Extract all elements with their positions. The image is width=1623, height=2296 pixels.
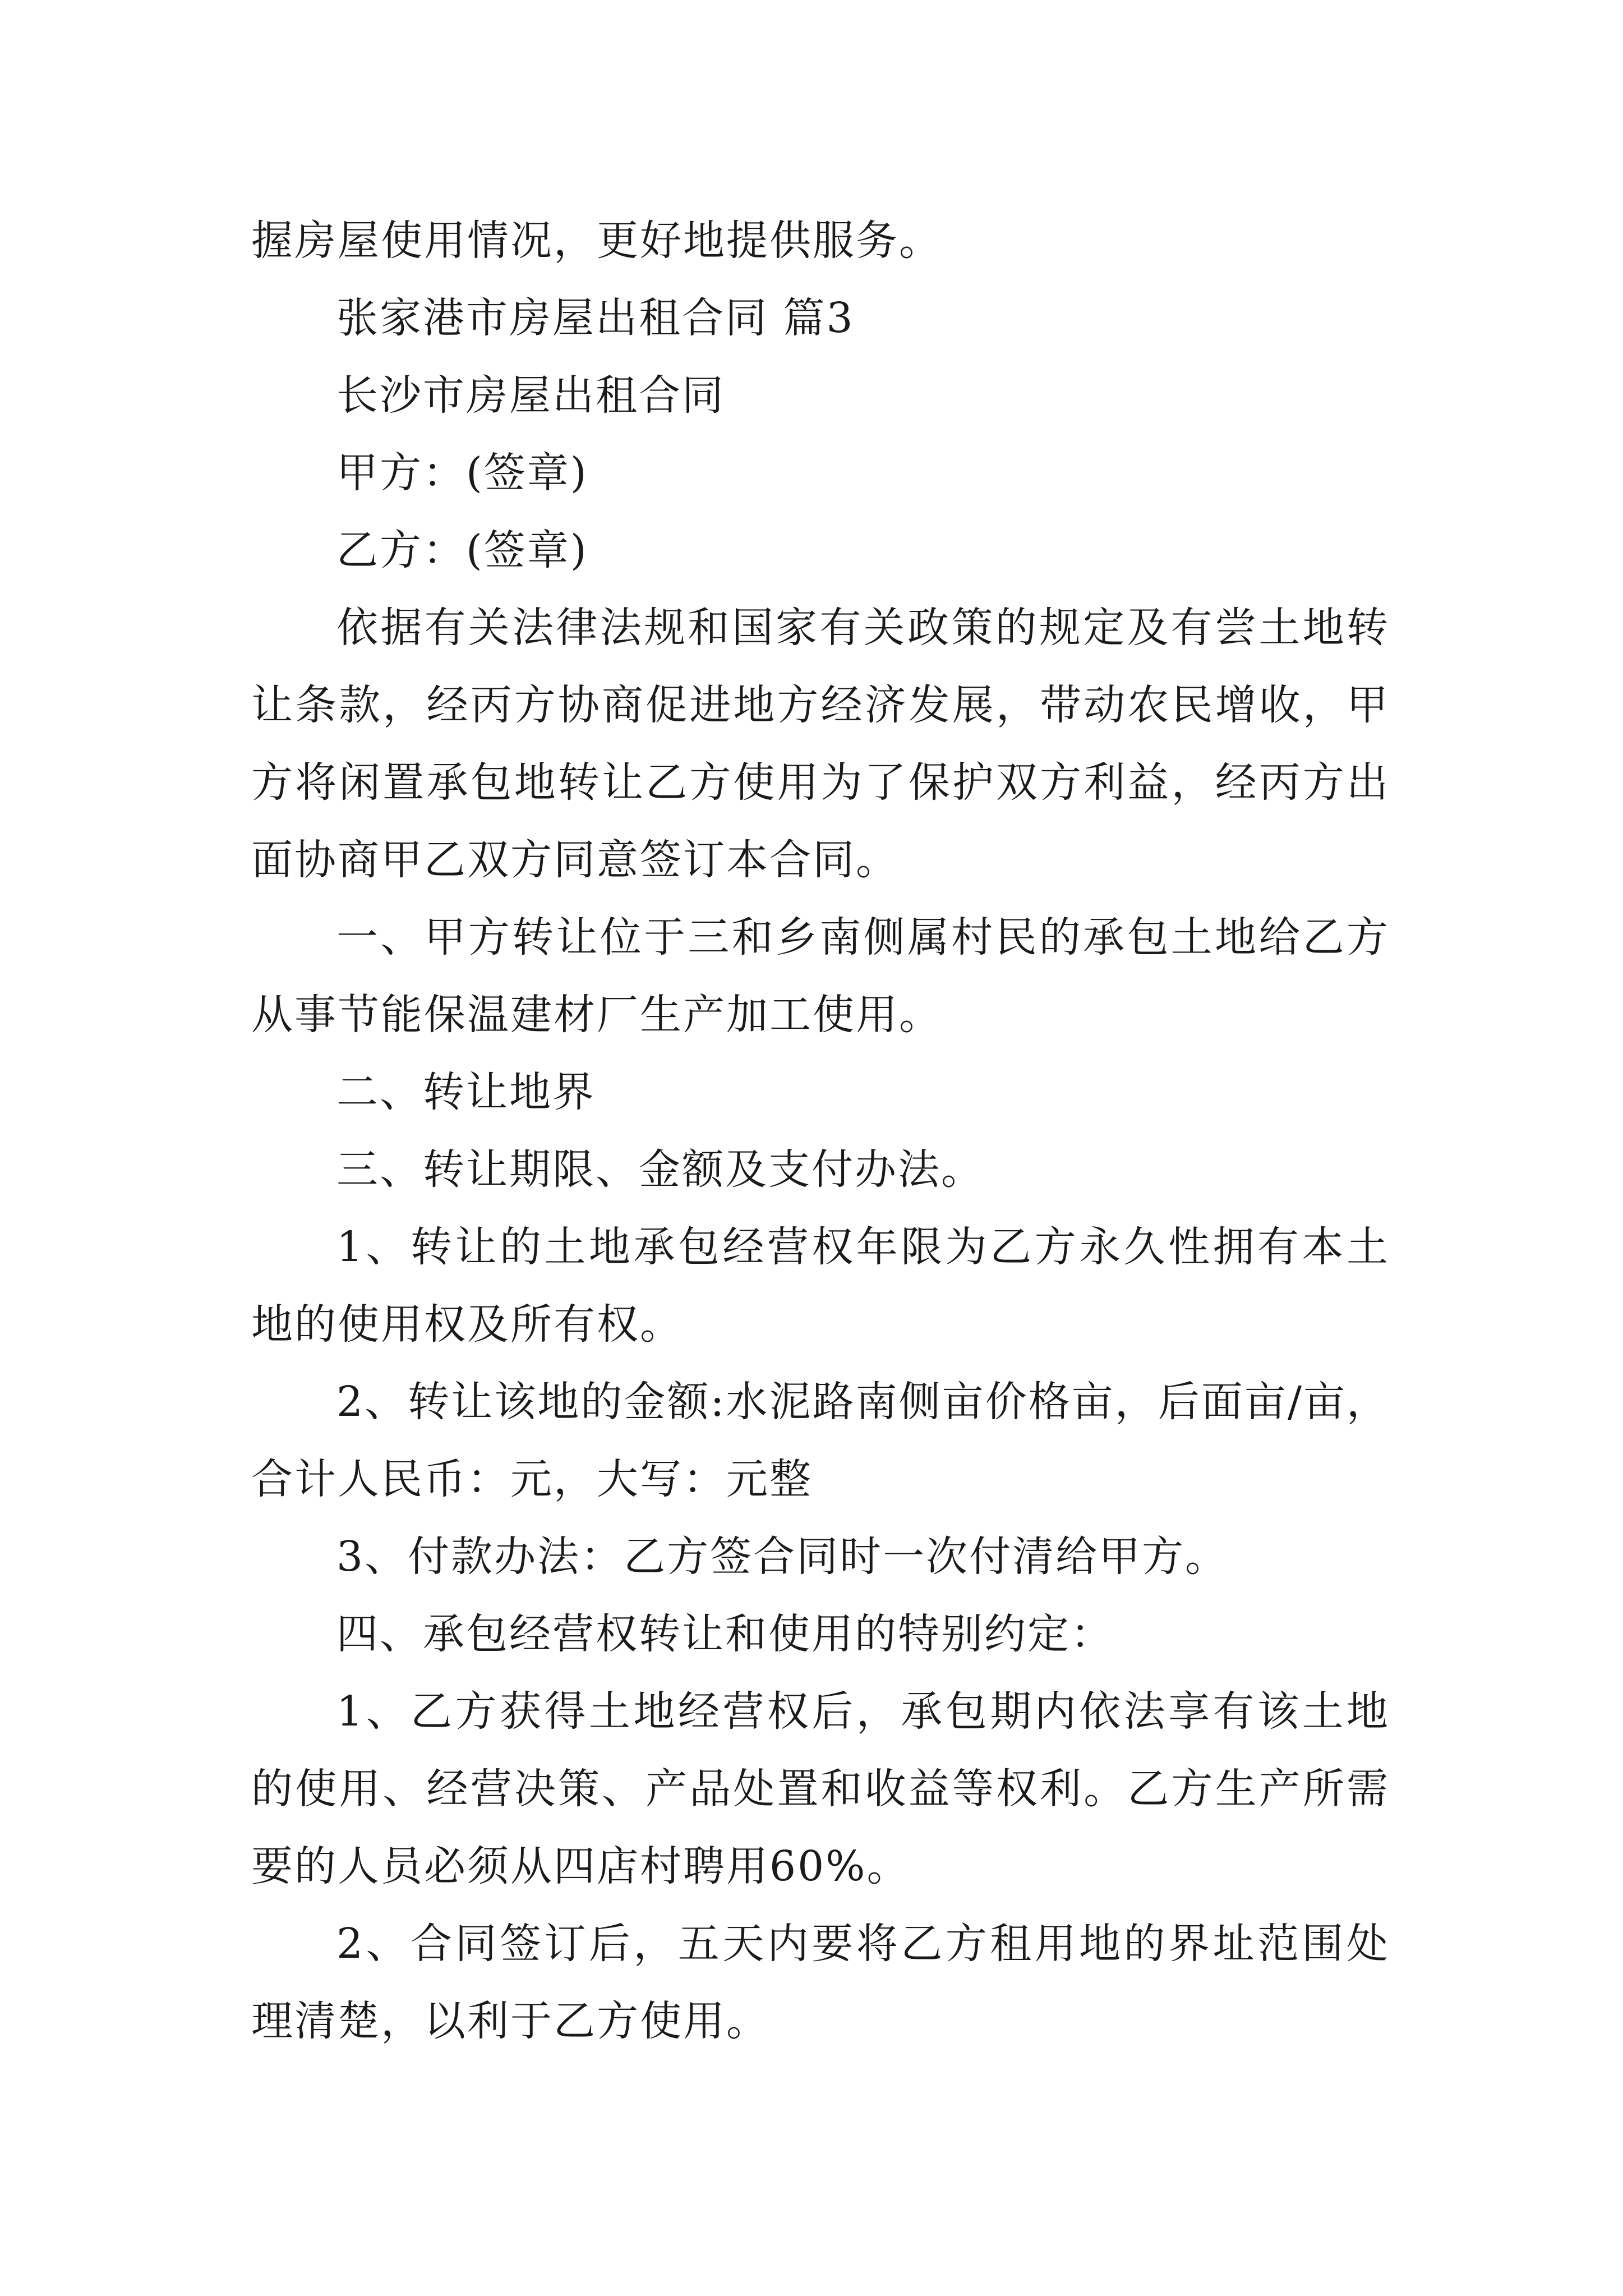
party-b-line: 乙方：(签章) [336,526,588,574]
preamble-paragraph: 依据有关法律法规和国家有关政策的规定及有尝土地转让条款，经丙方协商促进地方经济发展，带动农民增收，甲方将闲置承包地转让乙方使用为了保护双方利益，经丙方出面协商甲乙双方同意签订本合同。 [251,604,1390,884]
document-body [251,202,1390,2060]
clause-1: 一、甲方转让位于三和乡南侧属村民的承包土地给乙方从事节能保温建材厂生产加工使用。 [251,913,1390,1039]
clause-2: 二、转让地界 [336,1068,596,1116]
clause-3-item-3: 3、付款办法：乙方签合同时一次付清给甲方。 [336,1533,1229,1581]
section-heading: 张家港市房屋出租合同 篇3 [336,294,855,342]
clause-3-item-2: 2、转让该地的金额:水泥路南侧亩价格亩，后面亩/亩，合计人民币：元，大写：元整 [251,1378,1390,1503]
clause-3: 三、转让期限、金额及支付办法。 [336,1145,984,1194]
clause-3-item-1: 1、转让的土地承包经营权年限为乙方永久性拥有本土地的使用权及所有权。 [251,1223,1390,1349]
party-a-line: 甲方：(签章) [336,449,588,497]
clause-4: 四、承包经营权转让和使用的特别约定： [336,1610,1114,1658]
contract-title: 长沙市房屋出租合同 [336,371,725,420]
paragraph-continuation: 握房屋使用情况，更好地提供服务。 [251,217,942,265]
clause-4-item-1: 1、乙方获得土地经营权后，承包期内依法享有该土地的使用、经营决策、产品处置和收益等权利。乙方生产所需要的人员必须从四店村聘用60%。 [251,1687,1390,1890]
clause-4-item-2: 2、合同签订后，五天内要将乙方租用地的界址范围处理清楚，以利于乙方使用。 [251,1920,1390,2045]
